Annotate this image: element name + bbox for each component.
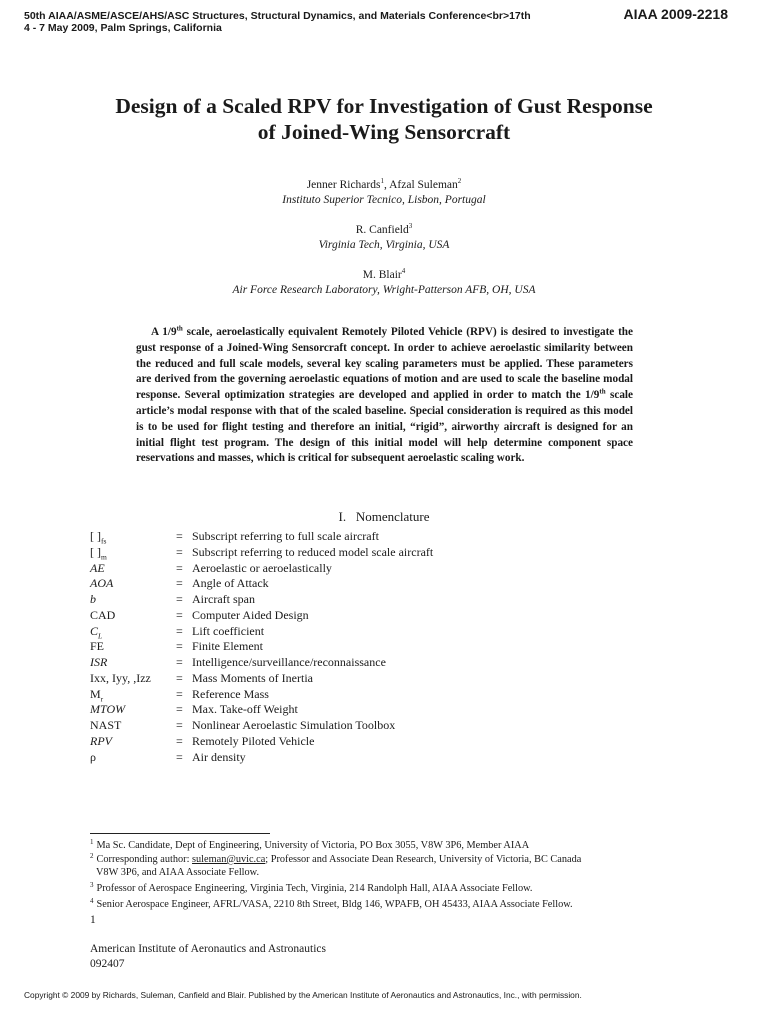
nomenclature-equals: = [176, 670, 183, 685]
nomenclature-row [90, 639, 650, 655]
copyright-notice: Copyright © 2009 by Richards, Suleman, Canfield and Blair. Published by the American Institute of Aeronautics and Astronautics, Inc., with permission. [24, 990, 582, 1000]
nomenclature-list [90, 529, 650, 765]
footnote-rule [90, 833, 270, 834]
abstract-superscript: th [176, 324, 183, 333]
nomenclature-equals: = [176, 702, 183, 717]
nomenclature-row [90, 608, 650, 624]
document-code: 092407 [90, 958, 125, 970]
paper-title [60, 93, 708, 145]
nomenclature-definition: Reference Mass [192, 686, 269, 701]
nomenclature-definition: Aircraft span [192, 592, 255, 606]
footnote-mark: 2 [90, 851, 94, 860]
nomenclature-symbol-text: RPV [90, 733, 112, 748]
nomenclature-equals: = [176, 607, 183, 622]
nomenclature-symbol-text: [ ] [90, 544, 101, 559]
footnote-text: Senior Aerospace Engineer, AFRL/VASA, 2210 8th Street, Bldg 146, WPAFB, OH 45433, AIAA Associate Fellow. [96, 899, 573, 910]
footnote-2 [90, 853, 581, 866]
nomenclature-row [90, 718, 650, 734]
footnote-text: Corresponding author: [96, 854, 193, 865]
nomenclature-symbol-text: ρ [90, 749, 96, 764]
nomenclature-subscript: m [101, 552, 107, 562]
footnote-mark: 4 [90, 896, 94, 905]
nomenclature-symbol-text: ISR [90, 655, 108, 669]
nomenclature-equals: = [176, 749, 183, 764]
nomenclature-symbol [90, 702, 125, 718]
section-heading [0, 509, 768, 525]
nomenclature-row [90, 561, 650, 577]
nomenclature-symbol-text: AE [90, 560, 105, 575]
nomenclature-row [90, 687, 650, 703]
author-email-link[interactable]: suleman@uvic.ca [192, 854, 266, 865]
nomenclature-equals: = [176, 639, 183, 654]
nomenclature-symbol [90, 734, 112, 750]
nomenclature-symbol-text: C [90, 623, 99, 638]
author-name: Afzal Suleman [389, 179, 458, 191]
footnote-2-continuation: V8W 3P6, and AIAA Associate Fellow. [96, 867, 260, 878]
nomenclature-symbol-text: b [90, 592, 96, 606]
nomenclature-symbol [90, 576, 113, 592]
conference-line-2: 4 - 7 May 2009, Palm Springs, California [24, 22, 222, 34]
nomenclature-definition: Nonlinear Aeroelastic Simulation Toolbox [192, 718, 396, 732]
affiliation-3: Air Force Research Laboratory, Wright-Patterson AFB, OH, USA [232, 284, 536, 296]
nomenclature-symbol [90, 639, 104, 655]
nomenclature-symbol-text: FE [90, 639, 105, 654]
nomenclature-symbol-text: M [90, 686, 101, 701]
nomenclature-symbol [90, 655, 107, 671]
nomenclature-definition: Subscript referring to full scale aircraft [192, 529, 379, 543]
abstract-superscript: th [599, 387, 606, 396]
footnote-3 [90, 882, 532, 895]
nomenclature-equals: = [176, 592, 183, 606]
nomenclature-symbol-text: AOA [90, 576, 114, 591]
footnote-4 [90, 898, 573, 911]
nomenclature-row [90, 576, 650, 592]
nomenclature-equals: = [176, 623, 183, 638]
author-name: Jenner Richards [306, 179, 381, 191]
nomenclature-subscript: r [100, 693, 104, 703]
nomenclature-subscript: L [98, 630, 103, 640]
nomenclature-definition: Remotely Piloted Vehicle [192, 733, 315, 748]
nomenclature-definition: Mass Moments of Inertia [192, 670, 313, 685]
nomenclature-equals: = [176, 733, 183, 748]
nomenclature-symbol-text: CAD [90, 607, 116, 622]
author-line-2 [0, 223, 768, 238]
page-number: 1 [90, 914, 96, 926]
nomenclature-symbol-text: NAST [90, 718, 122, 732]
nomenclature-symbol [90, 561, 105, 577]
nomenclature-symbol-text: [ ] [90, 529, 101, 543]
footnote-text: Professor of Aerospace Engineering, Virginia Tech, Virginia, 214 Randolph Hall, AIAA Associate Fellow. [96, 883, 533, 894]
author-name: M. Blair [362, 269, 402, 281]
nomenclature-row [90, 545, 650, 561]
nomenclature-symbol [90, 671, 151, 687]
section-number: I. [338, 509, 347, 524]
nomenclature-equals: = [176, 686, 183, 701]
nomenclature-definition: Finite Element [192, 639, 263, 654]
affiliation-1: Instituto Superior Tecnico, Lisbon, Portugal [282, 194, 486, 206]
nomenclature-definition: Computer Aided Design [192, 607, 309, 622]
footnote-mark: 3 [90, 880, 94, 889]
author-footnote-mark: 2 [457, 177, 462, 186]
nomenclature-symbol [90, 592, 96, 608]
footnote-text: Ma Sc. Candidate, Dept of Engineering, University of Victoria, PO Box 3055, V8W 3P6, Member AIAA [96, 840, 530, 851]
nomenclature-subscript: fs [101, 536, 107, 546]
nomenclature-definition: Angle of Attack [192, 576, 269, 591]
paper-number: AIAA 2009-2218 [623, 6, 728, 22]
nomenclature-row [90, 529, 650, 545]
footnote-text: ; Professor and Associate Dean Research, University of Victoria, BC Canada [265, 854, 582, 865]
section-title: Nomenclature [355, 509, 430, 524]
author-footnote-mark: 4 [401, 267, 406, 276]
nomenclature-row [90, 702, 650, 718]
nomenclature-equals: = [176, 560, 183, 575]
footnote-1 [90, 839, 529, 852]
nomenclature-definition: Intelligence/surveillance/reconnaissance [192, 655, 386, 669]
nomenclature-definition: Lift coefficient [192, 623, 265, 638]
nomenclature-symbol-text: MTOW [90, 702, 126, 717]
affiliation-2: Virginia Tech, Virginia, USA [318, 239, 450, 251]
abstract-lead: A 1/9 [151, 326, 177, 338]
nomenclature-symbol-text: Ixx, Iyy, ,Izz [90, 670, 151, 685]
abstract-text-part-1: scale, aeroelastically equivalent Remotely Piloted Vehicle (RPV) is desired to investigate the gust response of a Joined-Wing Sensorcraft concept. In order to achieve aeroelastic similarity between the reduced and full scale models, several key scaling parameters must be applied. These parameters are derived from the governing aeroelastic equations of motion and are used to scale the baseline modal response. Several optimization strategies are developed and applied in order to match the 1/9 [136, 326, 633, 402]
nomenclature-definition: Aeroelastic or aeroelastically [192, 560, 332, 575]
nomenclature-equals: = [176, 529, 183, 543]
nomenclature-equals: = [176, 544, 183, 559]
nomenclature-definition: Air density [192, 749, 246, 764]
nomenclature-row [90, 734, 650, 750]
institute-name: American Institute of Aeronautics and Astronautics [90, 943, 327, 955]
footnote-mark: 1 [90, 837, 94, 846]
author-line-1 [0, 178, 768, 193]
nomenclature-symbol [90, 718, 121, 734]
abstract [136, 325, 633, 467]
nomenclature-definition: Max. Take-off Weight [192, 702, 298, 717]
author-separator: , [383, 179, 390, 191]
author-line-3 [0, 268, 768, 283]
nomenclature-row [90, 592, 650, 608]
author-name: R. Canfield [355, 224, 409, 236]
conference-line-1: 50th AIAA/ASME/ASCE/AHS/ASC Structures, Structural Dynamics, and Materials Conference<br>17th [24, 10, 531, 22]
nomenclature-row [90, 750, 650, 766]
nomenclature-equals: = [176, 576, 183, 591]
nomenclature-row [90, 655, 650, 671]
nomenclature-row [90, 624, 650, 640]
abstract-text-part-2: scale article’s modal response with that of the scaled baseline. Special consideration is required as this model is to be used for flight testing and therefore an initial, “rigid”, airworthy aircraft is designed for an initial flight test program. The design of this initial model will help determine component space reservations and masses, which is critical for subsequent aeroelastic scaling work. [136, 389, 633, 465]
nomenclature-definition: Subscript referring to reduced model scale aircraft [192, 544, 434, 559]
nomenclature-symbol [90, 750, 96, 766]
nomenclature-symbol [90, 608, 115, 624]
title-line-2: of Joined-Wing Sensorcraft [257, 120, 511, 144]
nomenclature-equals: = [176, 718, 183, 732]
title-line-1: Design of a Scaled RPV for Investigation of Gust Response [115, 94, 653, 118]
nomenclature-row [90, 671, 650, 687]
nomenclature-equals: = [176, 655, 183, 669]
author-footnote-mark: 1 [380, 177, 384, 186]
author-footnote-mark: 3 [408, 222, 413, 231]
